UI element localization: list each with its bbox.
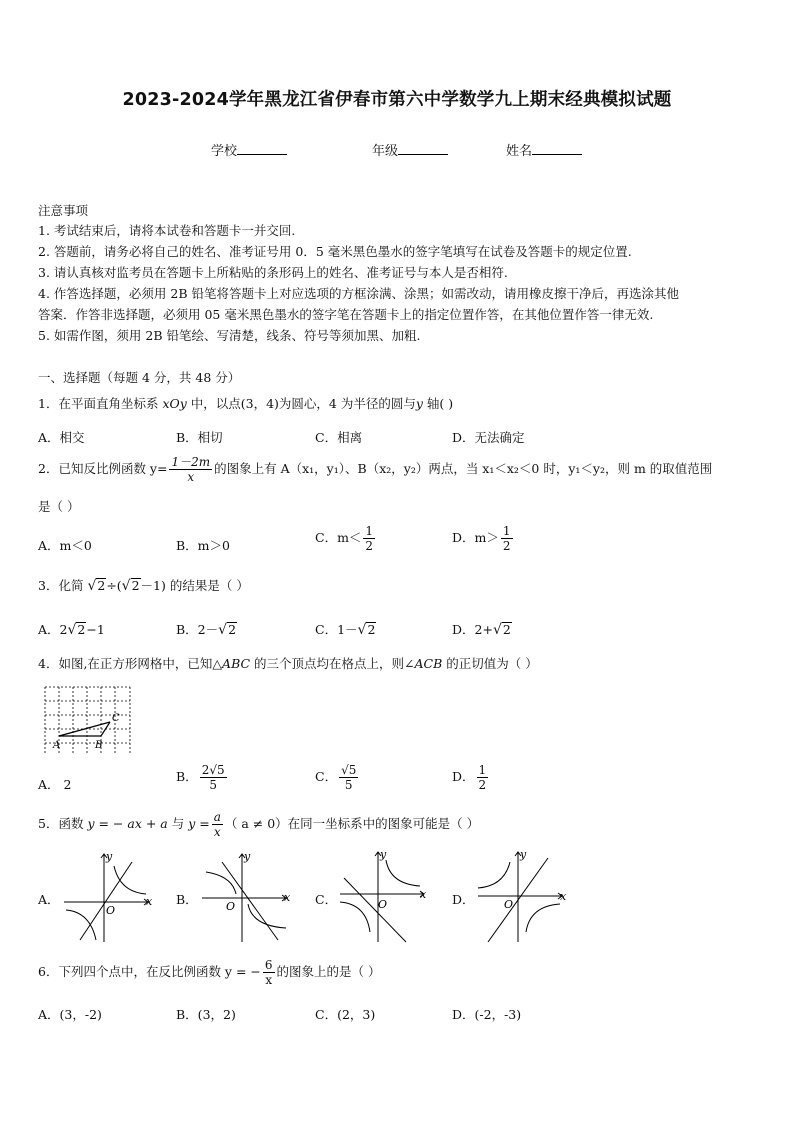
question-2: 2．已知反比例函数 y= $\frac{1-2m}{x}$ 的图象上有 A（x₁，y₁）、B（x₂，y₂）两点，当 x₁＜x₂＜0 时，y₁＜y₂，则 m 的取值范围	[38, 455, 713, 484]
q4-option-c: C． $\frac{√5}{5}$	[315, 763, 357, 792]
label-c: C	[112, 713, 120, 724]
question-4: 4．如图,在正方形网格中，已知△ABC 的三个顶点均在格点上，则∠ACB 的正切值为（ ）	[38, 656, 538, 671]
q5-graph-b	[198, 848, 294, 944]
q4-option-b: B． $\frac{2√5}{5}$	[176, 763, 225, 792]
q2-option-c: C．m＜ $\frac{1}{2}$	[315, 524, 374, 553]
grade-field: 年级	[372, 140, 448, 159]
note-item: 4. 作答选择题，必须用 2B 铅笔将答题卡上对应选项的方框涂满、涂黑；如需改动，请用橡皮擦干净后，再选涂其他	[38, 286, 679, 301]
label-b: B	[95, 740, 103, 751]
q6-option-b: B．(3，2)	[176, 1007, 236, 1022]
svg-text:x: x	[284, 891, 291, 904]
q4-grid-figure	[44, 686, 132, 756]
q5-graph-a	[60, 848, 156, 944]
svg-text:y: y	[380, 848, 387, 861]
section-heading: 一、选择题（每题 4 分，共 48 分）	[38, 370, 241, 385]
q3-option-a: A．2√2−1	[38, 622, 105, 638]
q6-option-d: D．(-2，-3)	[452, 1007, 522, 1022]
q3-option-b: B．2－√2	[176, 622, 237, 638]
svg-text:x: x	[420, 888, 427, 901]
q5-option-b: B．	[176, 892, 198, 907]
q5-option-a: A．	[38, 892, 60, 907]
q1-option-c: C．相离	[315, 430, 363, 445]
svg-text:O: O	[504, 898, 514, 911]
q5-option-d: D．	[452, 892, 475, 907]
q4-option-a: A． 2	[38, 777, 72, 792]
svg-text:y: y	[106, 850, 113, 863]
q2-option-a: A．m＜0	[38, 538, 92, 553]
svg-text:O: O	[226, 900, 236, 913]
note-item: 1. 考试结束后，请将本试卷和答题卡一并交回.	[38, 223, 296, 238]
svg-text:O: O	[106, 904, 116, 917]
svg-text:x: x	[560, 890, 567, 903]
svg-text:x: x	[146, 895, 153, 908]
q2-option-b: B．m＞0	[176, 538, 230, 553]
q3-option-c: C．1－√2	[315, 622, 376, 638]
q1-option-a: A．相交	[38, 430, 85, 445]
svg-text:O: O	[378, 898, 388, 911]
q6-option-c: C．(2，3)	[315, 1007, 376, 1022]
question-1: 1．在平面直角坐标系 xOy 中，以点(3，4)为圆心，4 为半径的圆与y 轴( )	[38, 396, 454, 411]
q4-option-d: D． $\frac{1}{2}$	[452, 763, 487, 792]
note-item: 5. 如需作图，须用 2B 铅笔绘、写清楚，线条、符号等须加黑、加粗.	[38, 328, 421, 343]
q1-option-b: B．相切	[176, 430, 223, 445]
label-a: A	[53, 740, 61, 751]
note-item: 2. 答题前，请务必将自己的姓名、准考证号用 0．5 毫米黑色墨水的签字笔填写在试卷及答题卡的规定位置.	[38, 244, 632, 259]
question-6: 6．下列四个点中，在反比例函数 y = − $\frac{6}{x}$ 的图象上的是（ ）	[38, 958, 381, 987]
q5-graph-d	[474, 848, 570, 944]
q6-option-a: A．(3，-2)	[38, 1007, 102, 1022]
question-3: 3．化简 √2÷(√2－1) 的结果是（ ）	[38, 578, 249, 594]
note-item: 答案．作答非选择题，必须用 05 毫米黑色墨水的签字笔在答题卡上的指定位置作答，在其他位置作答一律无效.	[38, 307, 654, 322]
question-5: 5．函数 y = − ax + a 与 y = $\frac{a}{x}$ （ a ≠ 0）在同一坐标系中的图象可能是（ ）	[38, 810, 480, 839]
page-title: 2023-2024学年黑龙江省伊春市第六中学数学九上期末经典模拟试题	[122, 90, 672, 110]
q1-option-d: D．无法确定	[452, 430, 525, 445]
svg-text:y: y	[244, 850, 251, 863]
q5-graph-c	[336, 848, 432, 944]
note-item: 3. 请认真核对监考员在答题卡上所粘贴的条形码上的姓名、准考证号与本人是否相符.	[38, 265, 508, 280]
notes-heading: 注意事项	[38, 203, 89, 218]
question-2-cont: 是（ ）	[38, 499, 80, 514]
q5-option-c: C．	[315, 892, 338, 907]
name-field: 姓名	[506, 140, 582, 159]
q2-option-d: D．m＞ $\frac{1}{2}$	[452, 524, 511, 553]
school-field: 学校	[211, 140, 287, 159]
svg-text:y: y	[520, 848, 527, 861]
q3-option-d: D．2+√2	[452, 622, 511, 638]
